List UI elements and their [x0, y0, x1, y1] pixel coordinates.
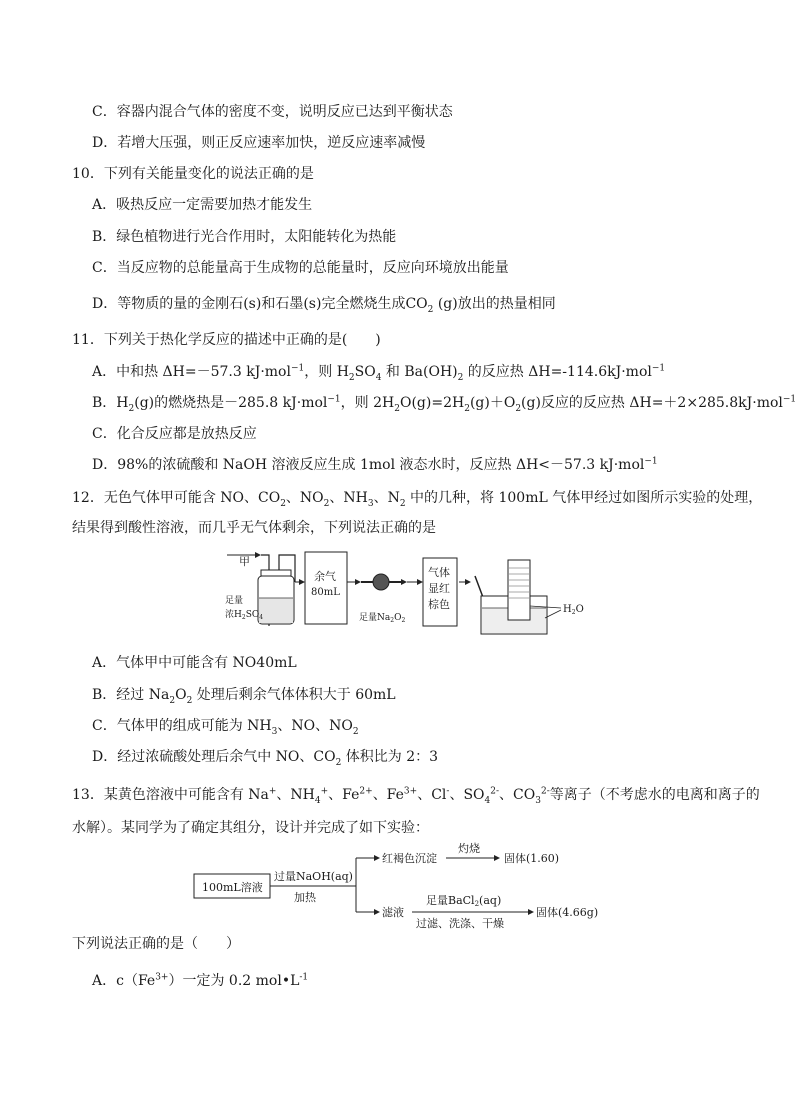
q10-option-c: C．当反应物的总能量高于生成物的总能量时，反应向环境放出能量: [92, 260, 509, 276]
flow-arrow2-top: 足量BaCl2(aq): [426, 894, 502, 908]
q11-stem: 11．下列关于热化学反应的描述中正确的是( ): [72, 332, 381, 348]
q11-option-d: D．98%的浓硫酸和 NaOH 溶液反应生成 1mol 液态水时，反应热 ΔH<－57.3 kJ·mol$^{-1}$: [92, 456, 658, 473]
q12-option-c: C．气体甲的组成可能为 $NH_3$、NO、$NO_2$: [92, 718, 359, 737]
q10-option-a: A．吸热反应一定需要加热才能发生: [92, 197, 313, 213]
q12-stem: 12．无色气体甲可能含 NO、$CO_2$、$NO_2$、$NH_3$、$N_2$ 中的几种，将 100mL 气体甲经过如图所示实验的处理，: [72, 490, 763, 509]
q12-option-a: A．气体甲中可能含有 NO40mL: [92, 655, 297, 671]
flow-branch2: 滤液: [382, 906, 404, 919]
q13-option-a: A．$c(Fe^{3+})$一定为 0.2 $mol•L^{-1}$: [92, 972, 309, 989]
label-jia: 甲: [239, 555, 250, 568]
q10-option-d: D．等物质的量的金刚石(s)和石墨(s)完全燃烧生成$CO_2$ (g)放出的热量相同: [92, 296, 556, 315]
flow-arrow2-bottom: 过滤、洗涤、干燥: [416, 917, 504, 930]
q10-option-b: B．绿色植物进行光合作用时，太阳能转化为热能: [92, 229, 397, 245]
q13-question: 下列说法正确的是（ ）: [72, 936, 240, 952]
label-80ml: 80mL: [311, 587, 340, 598]
q11-option-b: B．$H_2(g)$的燃烧热是－285.8 kJ·mol$^{-1}$，则 $2H_2O(g)=2H_2(g)+O_2(g)$反应的反应热 ΔH=＋2×285.8kJ·mol$^{-1}$: [92, 394, 796, 414]
flow-box-label: 100mL溶液: [202, 881, 263, 894]
q9-option-d: D．若增大压强，则正反应速率加快，逆反应速率减慢: [92, 135, 426, 151]
label-zongse: 棕色: [428, 598, 450, 611]
label-xianhong: 显红: [428, 582, 450, 595]
q10-stem: 10．下列有关能量变化的说法正确的是: [72, 166, 314, 182]
q12-stem-line2: 结果得到酸性溶液，而几乎无气体剩余，下列说法正确的是: [72, 520, 436, 536]
label-qiti: 气体: [428, 566, 450, 579]
label-nong-h2so4: 浓$H_2SO_4$: [225, 610, 264, 621]
q11-option-a: A．中和热 ΔH=－57.3 kJ·mol$^{-1}$，则 $H_2SO_4$ 和 $Ba(OH)_2$ 的反应热 ΔH=-114.6kJ·mol$^{-1}$: [92, 363, 666, 383]
flow-burn: 灼烧: [458, 842, 480, 855]
flow-arrow1-bottom: 加热: [294, 891, 316, 904]
q13-stem-line2: 水解）。某同学为了确定其组分，设计并完成了如下实验：: [72, 820, 429, 836]
label-zuliang-1: 足量: [225, 596, 244, 606]
q12-option-d: D．经过浓硫酸处理后余气中 NO、$CO_2$ 体积比为 2：3: [92, 749, 439, 768]
flow-solid2: 固体(4.66g): [536, 906, 599, 919]
q9-option-c: C．容器内混合气体的密度不变，说明反应已达到平衡状态: [92, 104, 453, 120]
flow-arrow1-top: 过量NaOH(aq): [274, 870, 353, 883]
q13-stem: 13．某黄色溶液中可能含有 Na+、$NH_4^+$、$Fe^{2+}$、$Fe^{3+}$、Cl-、$SO_4^{2-}$、$CO_3^{2-}$等离子（不考虑水的电离和离子的: [72, 786, 760, 806]
q12-apparatus-figure: [225, 548, 584, 638]
q12-option-b: B．经过 $Na_2O_2$ 处理后剩余气体体积大于 60mL: [92, 687, 396, 706]
label-zuliang-na2o2: 足量$Na_2O_2$: [359, 613, 406, 624]
label-h2o: $H_2O$: [563, 604, 584, 616]
flow-solid1: 固体(1.60): [504, 852, 560, 865]
flow-branch1: 红褐色沉淀: [382, 852, 437, 865]
q13-flowchart: [190, 840, 630, 928]
label-yuqi: 余气: [314, 570, 336, 583]
q11-option-c: C．化合反应都是放热反应: [92, 426, 257, 442]
